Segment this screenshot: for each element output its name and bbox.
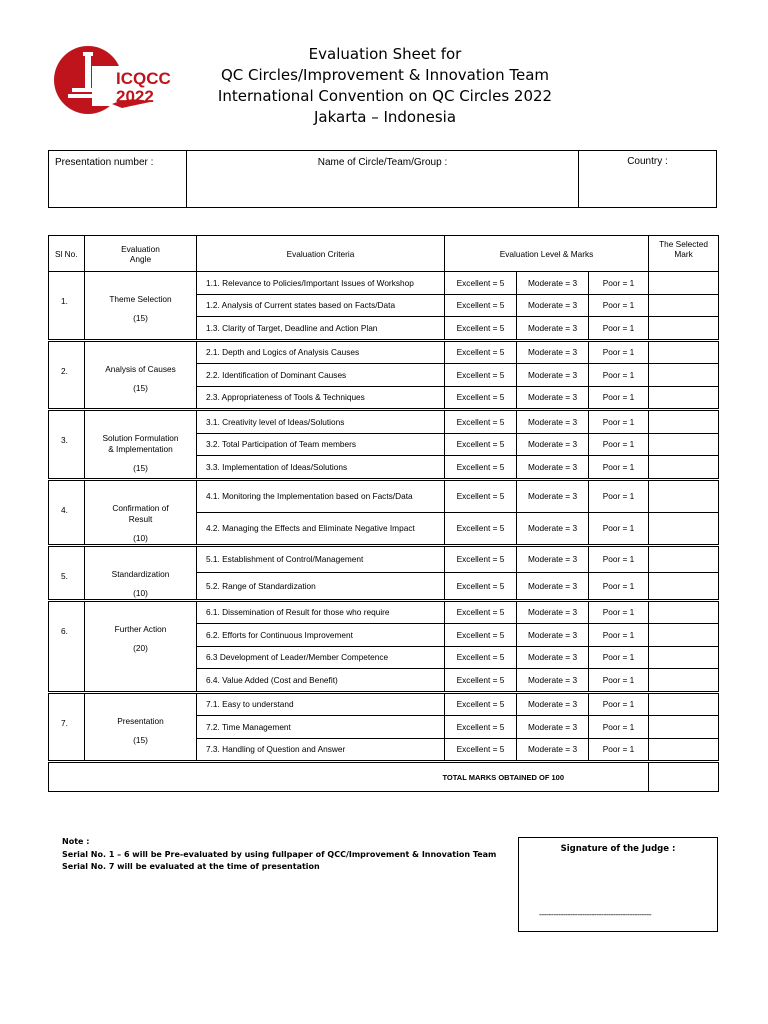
signature-label: Signature of the Judge : [560, 844, 676, 854]
angle-points: (15) [133, 463, 148, 473]
level-excellent-option[interactable]: Excellent = 5 [445, 433, 517, 456]
header-selected-mark: The Selected Mark [649, 236, 719, 272]
header-angle: Evaluation Angle [85, 236, 197, 272]
criteria-row [49, 600, 719, 624]
criteria-text: 2.3. Appropriateness of Tools & Techniques [197, 386, 445, 410]
criteria-text: 5.2. Range of Standardization [197, 573, 445, 601]
level-poor-option[interactable]: Poor = 1 [589, 433, 649, 456]
level-poor-option[interactable]: Poor = 1 [589, 624, 649, 647]
level-poor-option[interactable]: Poor = 1 [589, 738, 649, 762]
angle-points: (10) [133, 587, 148, 598]
serial-number: 6. [49, 600, 85, 692]
criteria-text: 3.2. Total Participation of Team members [197, 433, 445, 456]
criteria-text: 3.1. Creativity level of Ideas/Solutions [197, 410, 445, 434]
criteria-text: 6.2. Efforts for Continuous Improvement [197, 624, 445, 647]
criteria-row [49, 410, 719, 434]
criteria-text: 6.1. Dissemination of Result for those who require [197, 600, 445, 624]
note-section [62, 836, 496, 874]
level-moderate-option[interactable]: Moderate = 3 [517, 738, 589, 762]
circle-name-field[interactable] [187, 151, 579, 207]
criteria-text: 7.2. Time Management [197, 716, 445, 739]
level-poor-option[interactable]: Poor = 1 [589, 692, 649, 716]
country-field[interactable] [579, 151, 716, 207]
level-moderate-option[interactable]: Moderate = 3 [517, 646, 589, 669]
level-poor-option[interactable]: Poor = 1 [589, 340, 649, 364]
angle-name: Analysis of Causes [105, 363, 176, 374]
criteria-text: 1.3. Clarity of Target, Deadline and Action Plan [197, 317, 445, 341]
presentation-number-label: Presentation number : [55, 157, 154, 168]
total-mark-cell[interactable] [649, 762, 719, 792]
serial-number: 4. [49, 479, 85, 545]
evaluation-angle [85, 600, 197, 692]
title-line-2: QC Circles/Improvement & Innovation Team [220, 66, 549, 84]
selected-mark-cell[interactable] [649, 600, 719, 624]
level-excellent-option[interactable]: Excellent = 5 [445, 624, 517, 647]
serial-number: 3. [49, 410, 85, 480]
criteria-row [49, 340, 719, 364]
level-poor-option[interactable]: Poor = 1 [589, 545, 649, 573]
criteria-text: 7.3. Handling of Question and Answer [197, 738, 445, 762]
level-excellent-option[interactable]: Excellent = 5 [445, 716, 517, 739]
note-title: Note : [62, 837, 90, 846]
level-poor-option[interactable]: Poor = 1 [589, 646, 649, 669]
selected-mark-cell[interactable] [649, 716, 719, 739]
angle-name-line-2: & Implementation [108, 444, 173, 454]
criteria-text: 4.2. Managing the Effects and Eliminate Negative Impact [197, 512, 445, 545]
selected-mark-cell[interactable] [649, 573, 719, 601]
evaluation-angle [85, 340, 197, 410]
icqcc-logo [52, 44, 182, 116]
level-moderate-option[interactable]: Moderate = 3 [517, 669, 589, 693]
angle-points: (15) [133, 313, 148, 323]
selected-mark-cell[interactable] [649, 294, 719, 317]
level-poor-option[interactable]: Poor = 1 [589, 272, 649, 295]
angle-name-line-2: Result [128, 513, 153, 524]
level-poor-option[interactable]: Poor = 1 [589, 410, 649, 434]
serial-number: 1. [49, 272, 85, 341]
selected-mark-cell[interactable] [649, 364, 719, 387]
level-poor-option[interactable]: Poor = 1 [589, 512, 649, 545]
level-excellent-option[interactable]: Excellent = 5 [445, 410, 517, 434]
document-title [200, 44, 570, 128]
angle-points: (20) [133, 642, 148, 653]
logo-text-bottom: 2022 [116, 87, 154, 106]
level-moderate-option[interactable]: Moderate = 3 [517, 364, 589, 387]
criteria-text: 1.2. Analysis of Current states based on Facts/Data [197, 294, 445, 317]
level-moderate-option[interactable]: Moderate = 3 [517, 317, 589, 341]
level-poor-option[interactable]: Poor = 1 [589, 479, 649, 512]
total-row [49, 762, 719, 792]
criteria-text: 4.1. Monitoring the Implementation based on Facts/Data [197, 479, 445, 512]
evaluation-angle [85, 410, 197, 480]
angle-name: Presentation [117, 715, 164, 726]
criteria-text: 1.1. Relevance to Policies/Important Issues of Workshop [197, 272, 445, 295]
level-moderate-option[interactable]: Moderate = 3 [517, 479, 589, 512]
angle-name: Theme Selection [109, 294, 172, 304]
level-moderate-option[interactable]: Moderate = 3 [517, 340, 589, 364]
selected-mark-cell[interactable] [649, 479, 719, 512]
selected-mark-cell[interactable] [649, 669, 719, 693]
level-excellent-option[interactable]: Excellent = 5 [445, 317, 517, 341]
header-sno: Sl No. [49, 236, 85, 272]
presentation-info-box [48, 150, 717, 208]
title-line-1: Evaluation Sheet for [308, 45, 462, 63]
level-excellent-option[interactable]: Excellent = 5 [445, 669, 517, 693]
evaluation-angle [85, 692, 197, 762]
level-moderate-option[interactable]: Moderate = 3 [517, 692, 589, 716]
criteria-row [49, 692, 719, 716]
evaluation-angle [85, 272, 197, 341]
criteria-text: 6.3 Development of Leader/Member Competence [197, 646, 445, 669]
level-moderate-option[interactable]: Moderate = 3 [517, 624, 589, 647]
criteria-text: 2.1. Depth and Logics of Analysis Causes [197, 340, 445, 364]
criteria-row [49, 479, 719, 512]
selected-mark-cell[interactable] [649, 692, 719, 716]
circle-name-label: Name of Circle/Team/Group : [317, 157, 448, 168]
selected-mark-cell[interactable] [649, 512, 719, 545]
level-poor-option[interactable]: Poor = 1 [589, 364, 649, 387]
level-excellent-option[interactable]: Excellent = 5 [445, 272, 517, 295]
serial-number: 2. [49, 340, 85, 410]
selected-mark-cell[interactable] [649, 317, 719, 341]
criteria-text: 5.1. Establishment of Control/Management [197, 545, 445, 573]
level-poor-option[interactable]: Poor = 1 [589, 716, 649, 739]
level-moderate-option[interactable]: Moderate = 3 [517, 716, 589, 739]
judge-signature-box[interactable] [518, 837, 718, 932]
selected-mark-cell[interactable] [649, 456, 719, 480]
note-line-1: Serial No. 1 – 6 will be Pre-evaluated by using fullpaper of QCC/Improvement & Innovation Team [62, 849, 497, 859]
level-moderate-option[interactable]: Moderate = 3 [517, 386, 589, 410]
level-moderate-option[interactable]: Moderate = 3 [517, 545, 589, 573]
criteria-text: 6.4. Value Added (Cost and Benefit) [197, 669, 445, 693]
selected-mark-cell[interactable] [649, 340, 719, 364]
angle-points: (10) [133, 532, 148, 543]
level-poor-option[interactable]: Poor = 1 [589, 669, 649, 693]
level-poor-option[interactable]: Poor = 1 [589, 294, 649, 317]
level-moderate-option[interactable]: Moderate = 3 [517, 410, 589, 434]
criteria-row [49, 272, 719, 295]
level-moderate-option[interactable]: Moderate = 3 [517, 573, 589, 601]
level-excellent-option[interactable]: Excellent = 5 [445, 692, 517, 716]
level-excellent-option[interactable]: Excellent = 5 [445, 573, 517, 601]
serial-number: 7. [49, 692, 85, 762]
signature-line: ----------------------------------------------- [539, 910, 652, 919]
level-poor-option[interactable]: Poor = 1 [589, 573, 649, 601]
logo-text-top: ICQCC [116, 69, 171, 88]
level-moderate-option[interactable]: Moderate = 3 [517, 433, 589, 456]
level-poor-option[interactable]: Poor = 1 [589, 600, 649, 624]
angle-points: (15) [133, 382, 148, 393]
level-excellent-option[interactable]: Excellent = 5 [445, 646, 517, 669]
selected-mark-cell[interactable] [649, 386, 719, 410]
angle-name: Standardization [111, 568, 170, 579]
presentation-number-field[interactable] [49, 151, 187, 207]
header-levels: Evaluation Level & Marks [445, 236, 649, 272]
table-header-row [49, 236, 719, 272]
selected-mark-cell[interactable] [649, 433, 719, 456]
level-moderate-option[interactable]: Moderate = 3 [517, 512, 589, 545]
selected-mark-cell[interactable] [649, 646, 719, 669]
evaluation-angle [85, 545, 197, 600]
level-moderate-option[interactable]: Moderate = 3 [517, 294, 589, 317]
selected-mark-cell[interactable] [649, 624, 719, 647]
selected-mark-cell[interactable] [649, 410, 719, 434]
level-poor-option[interactable]: Poor = 1 [589, 317, 649, 341]
total-label: TOTAL MARKS OBTAINED OF 100 [49, 762, 649, 792]
level-excellent-option[interactable]: Excellent = 5 [445, 738, 517, 762]
level-moderate-option[interactable]: Moderate = 3 [517, 272, 589, 295]
level-poor-option[interactable]: Poor = 1 [589, 456, 649, 480]
title-line-3: International Convention on QC Circles 2022 [217, 87, 553, 105]
evaluation-table [48, 235, 719, 792]
criteria-row [49, 545, 719, 573]
level-excellent-option[interactable]: Excellent = 5 [445, 456, 517, 480]
title-line-4: Jakarta – Indonesia [313, 108, 457, 126]
selected-mark-cell[interactable] [649, 738, 719, 762]
selected-mark-cell[interactable] [649, 545, 719, 573]
evaluation-angle [85, 479, 197, 545]
note-line-2: Serial No. 7 will be evaluated at the time of presentation [62, 862, 320, 871]
criteria-text: 3.3. Implementation of Ideas/Solutions [197, 456, 445, 480]
level-excellent-option[interactable]: Excellent = 5 [445, 479, 517, 512]
angle-points: (15) [133, 734, 148, 745]
level-excellent-option[interactable]: Excellent = 5 [445, 340, 517, 364]
level-poor-option[interactable]: Poor = 1 [589, 386, 649, 410]
level-moderate-option[interactable]: Moderate = 3 [517, 456, 589, 480]
level-excellent-option[interactable]: Excellent = 5 [445, 386, 517, 410]
serial-number: 5. [49, 545, 85, 600]
angle-name: Further Action [114, 623, 167, 634]
criteria-text: 7.1. Easy to understand [197, 692, 445, 716]
header-criteria: Evaluation Criteria [197, 236, 445, 272]
selected-mark-cell[interactable] [649, 272, 719, 295]
criteria-text: 2.2. Identification of Dominant Causes [197, 364, 445, 387]
level-excellent-option[interactable]: Excellent = 5 [445, 545, 517, 573]
angle-name: Solution Formulation [102, 433, 179, 443]
country-label: Country : [627, 156, 668, 167]
angle-name: Confirmation of [112, 502, 169, 513]
level-moderate-option[interactable]: Moderate = 3 [517, 600, 589, 624]
level-excellent-option[interactable]: Excellent = 5 [445, 600, 517, 624]
level-excellent-option[interactable]: Excellent = 5 [445, 512, 517, 545]
level-excellent-option[interactable]: Excellent = 5 [445, 294, 517, 317]
level-excellent-option[interactable]: Excellent = 5 [445, 364, 517, 387]
